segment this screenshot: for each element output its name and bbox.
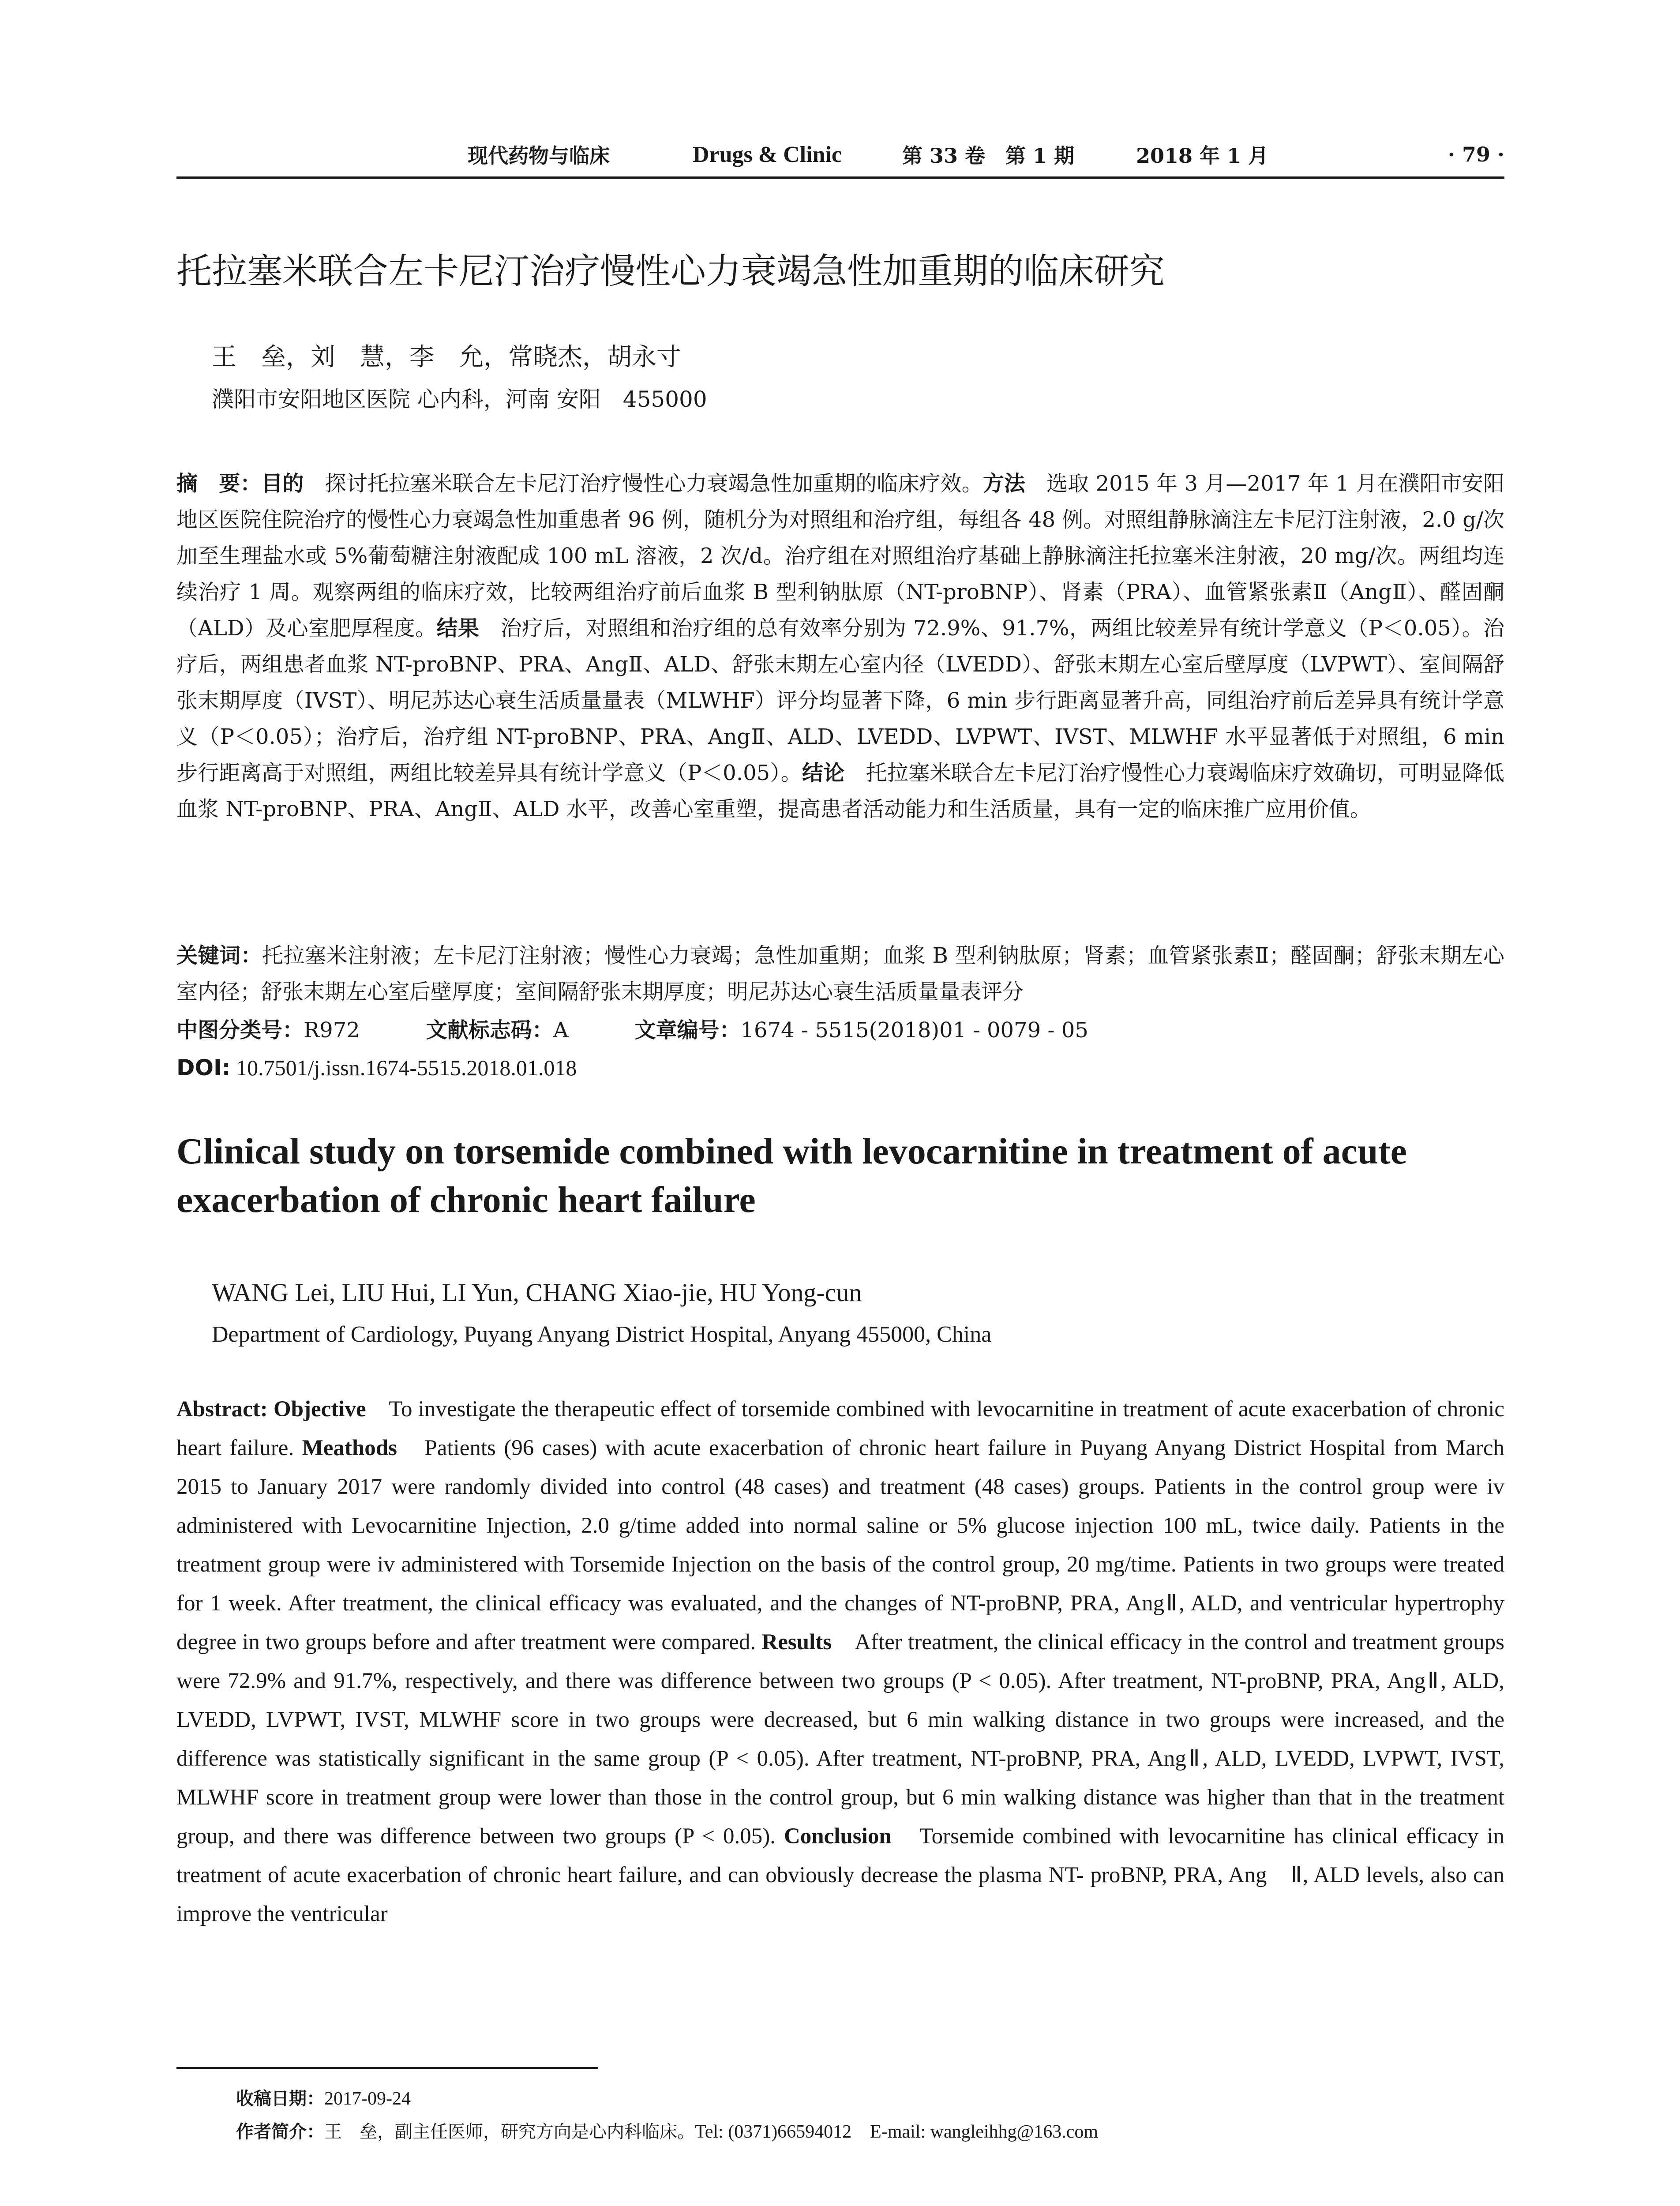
cn-objective-label: 目的 xyxy=(261,471,304,496)
en-results-label: Results xyxy=(761,1630,832,1654)
cn-authors: 王 垒，刘 慧，李 允，常晓杰，胡永寸 xyxy=(212,343,681,371)
author-contact: Tel: (0371)66594012 E-mail: wangleihhg@163.com xyxy=(695,2122,1099,2142)
cn-results-label: 结果 xyxy=(436,616,480,641)
header-rule xyxy=(176,176,1504,179)
header-date: 2018 年 1 月 xyxy=(1136,144,1269,168)
article-no-label: 文章编号： xyxy=(634,1018,741,1043)
doc-code-value: A xyxy=(553,1018,569,1043)
footnote-rule xyxy=(176,2067,598,2069)
author-bio: 王 垒，副主任医师，研究方向是心内科临床。 xyxy=(324,2122,695,2142)
en-abstract-label: Abstract: xyxy=(176,1397,268,1422)
author-bio-label: 作者简介： xyxy=(236,2122,324,2142)
header-volume-issue: 第 33 卷 第 1 期 xyxy=(902,144,1075,168)
doc-code-label: 文献标志码： xyxy=(426,1018,553,1043)
clc-value: R972 xyxy=(304,1018,360,1043)
doi-line xyxy=(176,1050,577,1085)
header-journal-en: Drugs & Clinic xyxy=(693,142,842,167)
en-methods: Patients (96 cases) with acute exacerbation of chronic heart failure in Puyang Anyang District Hospital from March 2015 to January 2017 were randomly divided into control (48 cases) and treatment (48 cases) groups. Patients in the control group were iv administered with Levocarnitine Injection, 2.0 g/time added into normal saline or 5% glucose injection 100 mL, twice daily. Patients in the treatment group were iv administered with Torsemide Injection on the basis of the control group, 20 mg/time. Patients in two groups were treated for 1 week. After treatment, the clinical efficacy was evaluated, and the changes of NT-proBNP, PRA, AngⅡ, ALD, and ventricular hypertrophy degree in two groups before and after treatment were compared. xyxy=(176,1436,1504,1654)
cn-methods: 选取 2015 年 3 月—2017 年 1 月在濮阳市安阳地区医院住院治疗的慢性心力衰竭急性加重患者 96 例，随机分为对照组和治疗组，每组各 48 例。对照组静脉滴注左卡尼汀注射液，2.0 g/次加至生理盐水或 5%葡萄糖注射液配成 100 mL 溶液，2 次/d。治疗组在对照组治疗基础上静脉滴注托拉塞米注射液，20 mg/次。两组均连续治疗 1 周。观察两组的临床疗效，比较两组治疗前后血浆 B 型利钠肽原（NT-proBNP）、肾素（PRA）、血管紧张素Ⅱ（AngⅡ）、醛固酮（ALD）及心室肥厚程度。 xyxy=(176,471,1504,641)
cn-methods-label: 方法 xyxy=(982,471,1025,496)
cn-classification xyxy=(176,1013,1504,1048)
footnote-received xyxy=(236,2085,411,2113)
header-page-number: · 79 · xyxy=(1448,143,1504,166)
en-title-line-1: Clinical study on torsemide combined with levocarnitine in treatment of acute xyxy=(176,1131,1407,1172)
received-date: 2017-09-24 xyxy=(324,2089,411,2109)
en-abstract xyxy=(176,1390,1504,1933)
running-header xyxy=(176,140,1504,169)
article-no-value: 1674 - 5515(2018)01 - 0079 - 05 xyxy=(740,1018,1088,1043)
cn-abstract-label: 摘 要： xyxy=(176,471,262,496)
en-results: After treatment, the clinical efficacy in the control and treatment groups were 72.9% and 91.7%, respectively, and there was difference between two groups (P < 0.05). After treatment, NT-proBNP, PRA, AngⅡ, ALD, LVEDD, LVPWT, IVST, MLWHF score in two groups were decreased, but 6 min walking distance in two groups were increased, and the difference was statistically significant in the same group (P < 0.05). After treatment, NT-proBNP, PRA, AngⅡ, ALD, LVEDD, LVPWT, IVST, MLWHF score in treatment group were lower than those in the control group, but 6 min walking distance was higher than that in the treatment group, and there was difference between two groups (P < 0.05). xyxy=(176,1630,1504,1849)
doi-label: DOI: xyxy=(176,1055,231,1080)
en-affiliation: Department of Cardiology, Puyang Anyang District Hospital, Anyang 455000, China xyxy=(212,1322,992,1347)
cn-objective: 探讨托拉塞米联合左卡尼汀治疗慢性心力衰竭急性加重期的临床疗效。 xyxy=(304,471,983,496)
cn-keywords-label: 关键词： xyxy=(176,943,262,968)
cn-keywords-text: 托拉塞米注射液；左卡尼汀注射液；慢性心力衰竭；急性加重期；血浆 B 型利钠肽原；肾素；血管紧张素Ⅱ；醛固酮；舒张末期左心室内径；舒张末期左心室后壁厚度；室间隔舒张末期厚度；明尼苏达心衰生活质量量表评分 xyxy=(176,943,1504,1004)
cn-abstract xyxy=(176,465,1504,827)
en-conclusion-label: Conclusion xyxy=(784,1824,892,1849)
cn-results: 治疗后，对照组和治疗组的总有效率分别为 72.9%、91.7%，两组比较差异有统计学意义（P＜0.05）。治疗后，两组患者血浆 NT-proBNP、PRA、AngⅡ、ALD、舒张末期左心室内径（LVEDD）、舒张末期左心室后壁厚度（LVPWT）、室间隔舒张末期厚度（IVST）、明尼苏达心衰生活质量量表（MLWHF）评分均显著下降，6 min 步行距离显著升高，同组治疗前后差异具有统计学意义（P＜0.05）；治疗后，治疗组 NT-proBNP、PRA、AngⅡ、ALD、LVEDD、LVPWT、IVST、MLWHF 水平显著低于对照组，6 min 步行距离高于对照组，两组比较差异具有统计学意义（P＜0.05）。 xyxy=(176,616,1504,785)
en-conclusion: Torsemide combined with levocarnitine has clinical efficacy in treatment of acute exacerbation of chronic heart failure, and can obviously decrease the plasma NT- proBNP, PRA, Ang Ⅱ, ALD levels, also can improve the ventricular xyxy=(176,1824,1504,1926)
cn-conclusion-label: 结论 xyxy=(802,761,845,785)
received-label: 收稿日期： xyxy=(236,2089,324,2109)
cn-keywords xyxy=(176,938,1504,1010)
en-title-line-2: exacerbation of chronic heart failure xyxy=(176,1179,756,1220)
en-authors: WANG Lei, LIU Hui, LI Yun, CHANG Xiao-jie, HU Yong-cun xyxy=(212,1278,862,1307)
header-journal-cn: 现代药物与临床 xyxy=(468,144,610,168)
doi-value: 10.7501/j.issn.1674-5515.2018.01.018 xyxy=(236,1055,577,1080)
en-title xyxy=(176,1127,1504,1224)
en-objective-label: Objective xyxy=(273,1397,366,1422)
footnote-author xyxy=(236,2118,1098,2146)
clc-label: 中图分类号： xyxy=(176,1018,304,1043)
cn-title: 托拉塞米联合左卡尼汀治疗慢性心力衰竭急性加重期的临床研究 xyxy=(176,251,1165,292)
cn-conclusion: 托拉塞米联合左卡尼汀治疗慢性心力衰竭临床疗效确切，可明显降低血浆 NT-proBNP、PRA、AngⅡ、ALD 水平，改善心室重塑，提高患者活动能力和生活质量，具有一定的临床推广应用价值。 xyxy=(176,761,1504,822)
en-methods-label: Meathods xyxy=(302,1436,397,1460)
en-objective: To investigate the therapeutic effect of torsemide combined with levocarnitine in treatment of acute exacerbation of chronic heart failure. xyxy=(176,1397,1504,1460)
cn-affiliation: 濮阳市安阳地区医院 心内科，河南 安阳 455000 xyxy=(212,386,707,412)
